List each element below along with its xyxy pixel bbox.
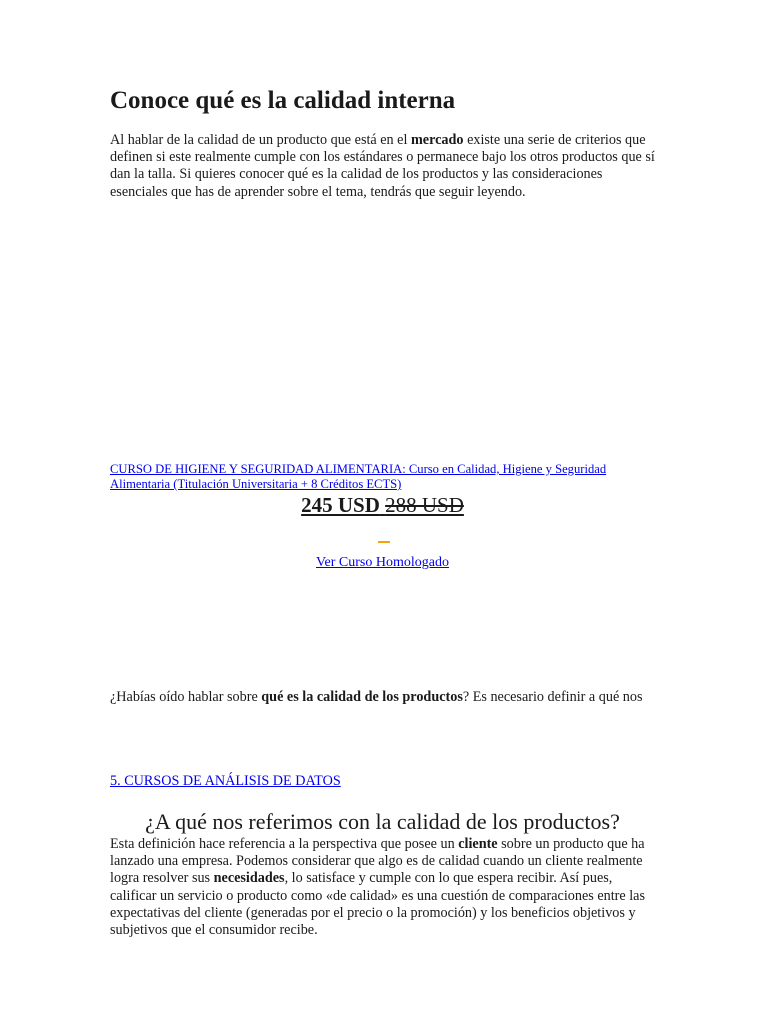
definition-text-2: sobre un producto que ha lanzado una empresa. Podemos considerar que algo es de calidad cuando un cliente realmente logra resolver sus xyxy=(110,836,645,887)
related-course-link[interactable]: 5. CURSOS DE ANÁLISIS DE DATOS xyxy=(110,773,341,789)
course-price xyxy=(110,492,655,518)
definition-bold-necesidades: necesidades xyxy=(213,870,285,887)
definition-bold-cliente: cliente xyxy=(458,836,498,852)
intro-paragraph xyxy=(110,132,655,201)
view-course-link[interactable]: Ver Curso Homologado xyxy=(316,555,449,570)
course-promo-link[interactable]: CURSO DE HIGIENE Y SEGURIDAD ALIMENTARIA: Curso en Calidad, Higiene y Seguridad Alimentaria (Titulación Universitaria + 8 Créditos ECTS) xyxy=(110,462,607,491)
intro-text-start: Al hablar de la calidad de un producto que está en el xyxy=(110,132,411,148)
question-bold: qué es la calidad de los productos xyxy=(261,689,463,705)
section-heading: ¿A qué nos referimos con la calidad de los productos? xyxy=(145,809,620,834)
price-current: 245 USD xyxy=(301,493,380,517)
question-text-start: ¿Habías oído hablar sobre xyxy=(110,689,262,705)
question-paragraph xyxy=(110,689,655,706)
price-old: 288 USD xyxy=(385,493,464,517)
intro-text-end: existe una serie de criterios que definen si este realmente cumple con los estándares o permanece bajo los otros productos que sí dan la talla. Si quieres conocer qué es la calidad de los productos y las consideraciones esenciales que has de aprender sobre el tema, tendrás que seguir leyendo. xyxy=(110,132,655,200)
cta-container xyxy=(110,554,655,571)
intro-keyword-mercado: mercado xyxy=(410,132,464,148)
question-text-end: ? Es necesario definir a qué nos xyxy=(462,689,643,705)
definition-paragraph xyxy=(110,836,655,939)
definition-text-1: Esta definición hace referencia a la perspectiva que posee un xyxy=(110,836,459,852)
definition-text-3: , lo satisface y cumple con lo que espera recibir. Así pues, calificar un servicio o producto como «de calidad» es una cuestión de comparaciones entre las expectativas del cliente (generadas por el precio o la promoción) y los beneficios objetivos y subjetivos que el consumidor recibe. xyxy=(110,870,645,939)
article-title: Conoce qué es la calidad interna xyxy=(110,87,456,114)
decorative-dash xyxy=(378,541,390,543)
